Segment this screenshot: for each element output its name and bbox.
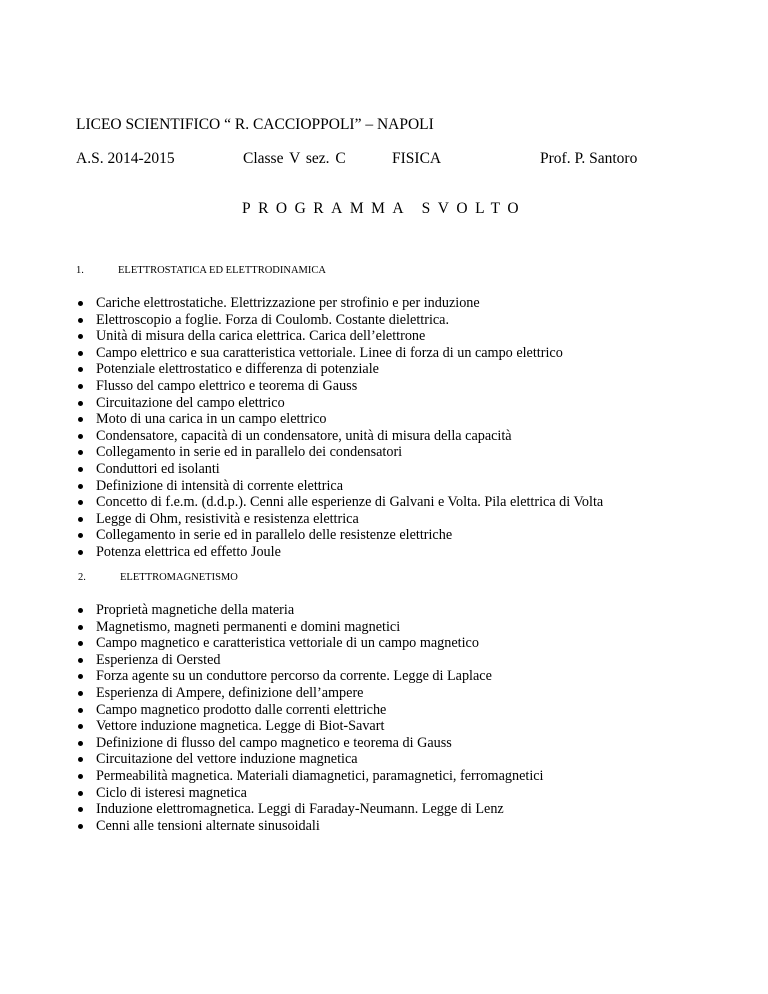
topic-item: Unità di misura della carica elettrica. Carica dell’elettrone xyxy=(78,328,603,345)
section-1-topic-list xyxy=(78,295,603,561)
topic-item: Induzione elettromagnetica. Leggi di Faraday-Neumann. Legge di Lenz xyxy=(78,801,544,818)
topic-item: Definizione di flusso del campo magnetico e teorema di Gauss xyxy=(78,735,544,752)
section-2-title: ELETTROMAGNETISMO xyxy=(120,572,238,583)
topic-item: Circuitazione del vettore induzione magnetica xyxy=(78,751,544,768)
topic-item: Definizione di intensità di corrente elettrica xyxy=(78,478,603,495)
topic-item: Vettore induzione magnetica. Legge di Biot-Savart xyxy=(78,718,544,735)
page-title: PROGRAMMA SVOLTO xyxy=(241,200,527,217)
topic-item: Circuitazione del campo elettrico xyxy=(78,395,603,412)
topic-item: Condensatore, capacità di un condensatore, unità di misura della capacità xyxy=(78,428,603,445)
topic-item: Legge di Ohm, resistività e resistenza elettrica xyxy=(78,511,603,528)
topic-item: Flusso del campo elettrico e teorema di Gauss xyxy=(78,378,603,395)
subject-name: FISICA xyxy=(392,150,442,167)
topic-item: Potenziale elettrostatico e differenza di potenziale xyxy=(78,361,603,378)
topic-item: Campo magnetico e caratteristica vettoriale di un campo magnetico xyxy=(78,635,544,652)
topic-item: Permeabilità magnetica. Materiali diamagnetici, paramagnetici, ferromagnetici xyxy=(78,768,544,785)
topic-item: Proprietà magnetiche della materia xyxy=(78,602,544,619)
teacher-name: Prof. P. Santoro xyxy=(540,150,638,167)
topic-item: Collegamento in serie ed in parallelo dei condensatori xyxy=(78,444,603,461)
topic-item: Conduttori ed isolanti xyxy=(78,461,603,478)
school-year: A.S. 2014-2015 xyxy=(76,150,175,167)
school-name: LICEO SCIENTIFICO “ R. CACCIOPPOLI” – NAPOLI xyxy=(76,116,434,133)
topic-item: Campo magnetico prodotto dalle correnti elettriche xyxy=(78,702,544,719)
topic-item: Elettroscopio a foglie. Forza di Coulomb. Costante dielettrica. xyxy=(78,312,603,329)
topic-item: Collegamento in serie ed in parallelo delle resistenze elettriche xyxy=(78,527,603,544)
topic-item: Campo elettrico e sua caratteristica vettoriale. Linee di forza di un campo elettrico xyxy=(78,345,603,362)
topic-item: Moto di una carica in un campo elettrico xyxy=(78,411,603,428)
topic-item: Forza agente su un conduttore percorso da corrente. Legge di Laplace xyxy=(78,668,544,685)
topic-item: Cariche elettrostatiche. Elettrizzazione per strofinio e per induzione xyxy=(78,295,603,312)
class-section: Classe V sez. C xyxy=(243,150,346,167)
topic-item: Potenza elettrica ed effetto Joule xyxy=(78,544,603,561)
topic-item: Magnetismo, magneti permanenti e domini magnetici xyxy=(78,619,544,636)
topic-item: Esperienza di Ampere, definizione dell’ampere xyxy=(78,685,544,702)
section-2-number: 2. xyxy=(78,572,86,583)
topic-item: Esperienza di Oersted xyxy=(78,652,544,669)
section-2-topic-list xyxy=(78,602,544,834)
topic-item: Concetto di f.e.m. (d.d.p.). Cenni alle esperienze di Galvani e Volta. Pila elettrica di Volta xyxy=(78,494,603,511)
section-1-number: 1. xyxy=(76,265,84,276)
section-1-title: ELETTROSTATICA ED ELETTRODINAMICA xyxy=(118,265,326,276)
topic-item: Cenni alle tensioni alternate sinusoidali xyxy=(78,818,544,835)
topic-item: Ciclo di isteresi magnetica xyxy=(78,785,544,802)
